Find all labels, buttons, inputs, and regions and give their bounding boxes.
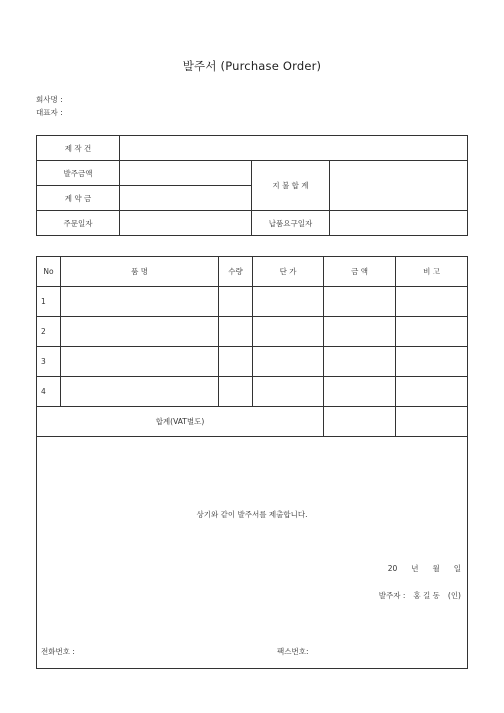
date-line xyxy=(374,563,461,574)
total-label: 합계(VAT별도) xyxy=(37,407,324,437)
date-day-unit: 일 xyxy=(453,564,461,573)
column-header-unit-price: 단 가 xyxy=(253,257,324,287)
phone-label: 전화번호 : xyxy=(41,647,75,656)
remarks-cell[interactable] xyxy=(396,377,468,407)
order-amount-field[interactable] xyxy=(120,161,252,186)
amount-cell[interactable] xyxy=(324,317,396,347)
total-row xyxy=(37,407,468,437)
payment-total-label: 지 불 합 계 xyxy=(252,161,330,211)
orderer-label: 발주자 : xyxy=(378,591,406,600)
column-header-quantity: 수량 xyxy=(219,257,253,287)
table-row xyxy=(37,317,468,347)
payment-total-field[interactable] xyxy=(330,161,468,211)
date-year-unit: 년 xyxy=(411,564,419,573)
order-date-label: 주문일자 xyxy=(37,211,120,236)
column-header-remarks: 비 고 xyxy=(396,257,468,287)
item-name-cell[interactable] xyxy=(61,347,219,377)
orderer-name: 홍 길 동 xyxy=(413,591,440,600)
unit-price-cell[interactable] xyxy=(253,287,324,317)
delivery-date-field[interactable] xyxy=(330,211,468,236)
subject-field[interactable] xyxy=(120,136,468,161)
table-row xyxy=(37,377,468,407)
row-number: 2 xyxy=(37,317,61,347)
row-number: 4 xyxy=(37,377,61,407)
items-header-row xyxy=(37,257,468,287)
items-table xyxy=(36,256,468,669)
page-title: 발주서 (Purchase Order) xyxy=(182,59,322,73)
table-row xyxy=(37,287,468,317)
delivery-date-label: 납품요구일자 xyxy=(252,211,330,236)
column-header-item-name: 품 명 xyxy=(61,257,219,287)
unit-price-cell[interactable] xyxy=(253,317,324,347)
item-name-cell[interactable] xyxy=(61,287,219,317)
date-month-unit: 월 xyxy=(432,564,440,573)
statement-section xyxy=(37,437,468,669)
item-name-cell[interactable] xyxy=(61,317,219,347)
amount-cell[interactable] xyxy=(324,377,396,407)
subject-label: 제 작 건 xyxy=(37,136,120,161)
remarks-cell[interactable] xyxy=(396,317,468,347)
unit-price-cell[interactable] xyxy=(253,347,324,377)
company-name-label: 회사명 : xyxy=(36,95,63,104)
amount-cell[interactable] xyxy=(324,287,396,317)
order-info-table xyxy=(36,135,468,236)
column-header-no: No xyxy=(37,257,61,287)
quantity-cell[interactable] xyxy=(219,377,253,407)
fax-label: 팩스번호: xyxy=(277,647,309,656)
quantity-cell[interactable] xyxy=(219,287,253,317)
table-row xyxy=(37,347,468,377)
unit-price-cell[interactable] xyxy=(253,377,324,407)
remarks-cell[interactable] xyxy=(396,347,468,377)
order-date-field[interactable] xyxy=(120,211,252,236)
total-amount-cell[interactable] xyxy=(324,407,396,437)
total-remarks-cell[interactable] xyxy=(396,407,468,437)
quantity-cell[interactable] xyxy=(219,317,253,347)
submission-statement: 상기와 같이 발주서를 제출합니다. xyxy=(196,510,308,519)
orderer-line xyxy=(371,590,461,601)
row-number: 3 xyxy=(37,347,61,377)
representative-label: 대표자 : xyxy=(36,108,63,117)
column-header-amount: 금 액 xyxy=(324,257,396,287)
deposit-field[interactable] xyxy=(120,186,252,211)
item-name-cell[interactable] xyxy=(61,377,219,407)
date-year: 20 xyxy=(387,564,398,573)
seal-mark: (인) xyxy=(447,591,461,600)
deposit-label: 계 약 금 xyxy=(37,186,120,211)
quantity-cell[interactable] xyxy=(219,347,253,377)
order-amount-label: 발주금액 xyxy=(37,161,120,186)
amount-cell[interactable] xyxy=(324,347,396,377)
row-number: 1 xyxy=(37,287,61,317)
remarks-cell[interactable] xyxy=(396,287,468,317)
